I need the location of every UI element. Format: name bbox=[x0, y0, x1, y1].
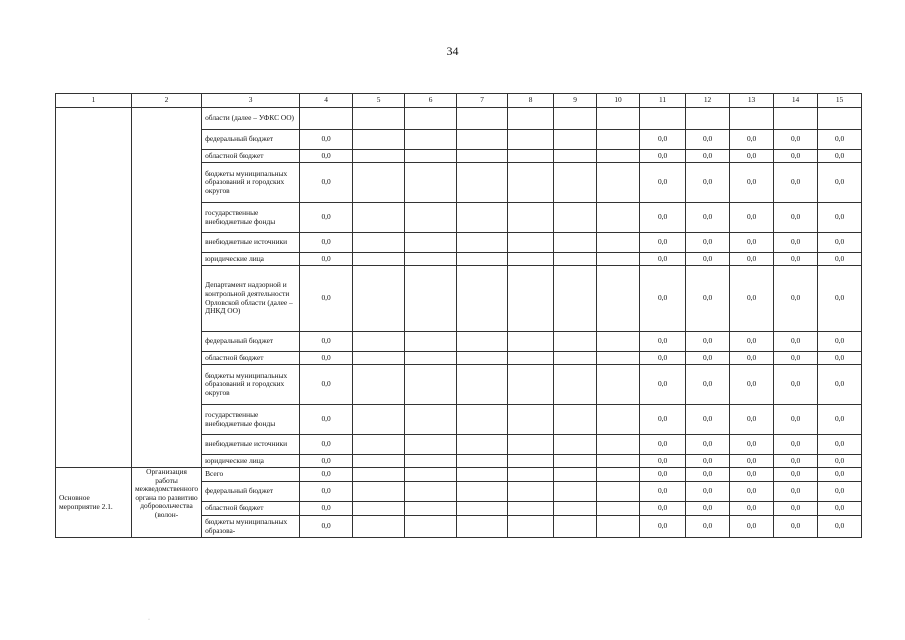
empty-cell-col5 bbox=[353, 482, 405, 502]
empty-cell-col7 bbox=[457, 332, 508, 352]
empty-cell-col10 bbox=[597, 150, 640, 163]
funding-source-label: Департамент надзорной и контрольной деятельности Орловской области (далее – ДНКД ОО) bbox=[202, 266, 300, 332]
empty-cell-col10 bbox=[597, 468, 640, 482]
empty-cell-col6 bbox=[405, 108, 457, 130]
empty-cell-col10 bbox=[597, 130, 640, 150]
value-cell-col4: 0,0 bbox=[300, 516, 353, 538]
value-cell-col12: 0,0 bbox=[686, 203, 730, 233]
value-cell-col14: 0,0 bbox=[774, 482, 818, 502]
funding-source-label: юридические лица bbox=[202, 455, 300, 468]
value-cell-col15: 0,0 bbox=[818, 266, 862, 332]
value-cell-col13: 0,0 bbox=[730, 233, 774, 253]
empty-cell-col6 bbox=[405, 516, 457, 538]
value-cell-col15: 0,0 bbox=[818, 150, 862, 163]
value-cell-col15: 0,0 bbox=[818, 332, 862, 352]
empty-cell-col9 bbox=[554, 516, 597, 538]
value-cell-col4: 0,0 bbox=[300, 332, 353, 352]
value-cell-col15: 0,0 bbox=[818, 455, 862, 468]
empty-cell-col7 bbox=[457, 266, 508, 332]
table-row bbox=[56, 468, 862, 482]
value-cell-col4: 0,0 bbox=[300, 405, 353, 435]
value-cell-col13: 0,0 bbox=[730, 516, 774, 538]
value-cell-col15: 0,0 bbox=[818, 502, 862, 516]
value-cell-col12: 0,0 bbox=[686, 502, 730, 516]
value-cell-col15: 0,0 bbox=[818, 163, 862, 203]
empty-cell-col7 bbox=[457, 365, 508, 405]
empty-cell-col7 bbox=[457, 163, 508, 203]
value-cell-col14: 0,0 bbox=[774, 405, 818, 435]
empty-cell-col7 bbox=[457, 352, 508, 365]
empty-cell-col10 bbox=[597, 482, 640, 502]
value-cell-col12: 0,0 bbox=[686, 435, 730, 455]
empty-cell-col9 bbox=[554, 163, 597, 203]
funding-source-label: государственные внебюджетные фонды bbox=[202, 203, 300, 233]
value-cell-col4: 0,0 bbox=[300, 163, 353, 203]
empty-cell-col9 bbox=[554, 233, 597, 253]
column-header-11: 11 bbox=[640, 94, 686, 108]
value-cell-col11: 0,0 bbox=[640, 482, 686, 502]
value-cell-col13: 0,0 bbox=[730, 203, 774, 233]
value-cell-col11: 0,0 bbox=[640, 266, 686, 332]
value-cell-col11: 0,0 bbox=[640, 150, 686, 163]
empty-cell-col8 bbox=[508, 435, 554, 455]
value-cell-col15: 0,0 bbox=[818, 233, 862, 253]
empty-cell-col6 bbox=[405, 435, 457, 455]
empty-cell-col5 bbox=[353, 516, 405, 538]
event-description: Организация работы межведомственного органа по развитию добровольчества (волон- bbox=[132, 468, 202, 538]
value-cell-col12: 0,0 bbox=[686, 150, 730, 163]
value-cell-col15: 0,0 bbox=[818, 435, 862, 455]
empty-cell-col6 bbox=[405, 266, 457, 332]
empty-cell-col10 bbox=[597, 163, 640, 203]
page-number: 34 bbox=[446, 44, 459, 58]
value-cell-col14: 0,0 bbox=[774, 516, 818, 538]
value-cell-col15: 0,0 bbox=[818, 405, 862, 435]
funding-source-label: Всего bbox=[202, 468, 300, 482]
value-cell-col12: 0,0 bbox=[686, 516, 730, 538]
empty-cell-col10 bbox=[597, 435, 640, 455]
empty-cell-col5 bbox=[353, 203, 405, 233]
empty-cell-col9 bbox=[554, 435, 597, 455]
empty-cell-col7 bbox=[457, 516, 508, 538]
empty-cell-col6 bbox=[405, 365, 457, 405]
empty-cell-col5 bbox=[353, 253, 405, 266]
funding-source-label: государственные внебюджетные фонды bbox=[202, 405, 300, 435]
empty-cell-col9 bbox=[554, 455, 597, 468]
empty-cell-col8 bbox=[508, 502, 554, 516]
empty-cell-col6 bbox=[405, 352, 457, 365]
empty-cell-col9 bbox=[554, 108, 597, 130]
column-header-8: 8 bbox=[508, 94, 554, 108]
column-header-12: 12 bbox=[686, 94, 730, 108]
empty-cell-col5 bbox=[353, 365, 405, 405]
value-cell-col4 bbox=[300, 108, 353, 130]
value-cell-col4: 0,0 bbox=[300, 435, 353, 455]
empty-cell-col6 bbox=[405, 233, 457, 253]
empty-cell-col6 bbox=[405, 130, 457, 150]
value-cell-col13: 0,0 bbox=[730, 253, 774, 266]
empty-cell-col6 bbox=[405, 332, 457, 352]
value-cell-col4: 0,0 bbox=[300, 365, 353, 405]
column-header-2: 2 bbox=[132, 94, 202, 108]
value-cell-col13: 0,0 bbox=[730, 150, 774, 163]
funding-source-label: федеральный бюджет bbox=[202, 130, 300, 150]
value-cell-col13: 0,0 bbox=[730, 352, 774, 365]
empty-cell-col9 bbox=[554, 482, 597, 502]
value-cell-col14 bbox=[774, 108, 818, 130]
empty-cell-col9 bbox=[554, 203, 597, 233]
value-cell-col12: 0,0 bbox=[686, 352, 730, 365]
value-cell-col15: 0,0 bbox=[818, 468, 862, 482]
value-cell-col14: 0,0 bbox=[774, 332, 818, 352]
empty-cell-col8 bbox=[508, 253, 554, 266]
empty-cell-col5 bbox=[353, 435, 405, 455]
funding-source-label: внебюджетные источники bbox=[202, 233, 300, 253]
empty-cell-col10 bbox=[597, 405, 640, 435]
value-cell-col12 bbox=[686, 108, 730, 130]
empty-cell-col7 bbox=[457, 468, 508, 482]
empty-cell-col9 bbox=[554, 130, 597, 150]
value-cell-col13 bbox=[730, 108, 774, 130]
funding-source-label: юридические лица bbox=[202, 253, 300, 266]
empty-cell-col5 bbox=[353, 468, 405, 482]
value-cell-col14: 0,0 bbox=[774, 352, 818, 365]
empty-cell-col6 bbox=[405, 502, 457, 516]
funding-source-label: федеральный бюджет bbox=[202, 482, 300, 502]
empty-cell-col5 bbox=[353, 108, 405, 130]
empty-cell-col6 bbox=[405, 163, 457, 203]
empty-cell-col7 bbox=[457, 482, 508, 502]
empty-cell-col8 bbox=[508, 266, 554, 332]
value-cell-col12: 0,0 bbox=[686, 266, 730, 332]
value-cell-col12: 0,0 bbox=[686, 405, 730, 435]
value-cell-col15: 0,0 bbox=[818, 253, 862, 266]
column-header-6: 6 bbox=[405, 94, 457, 108]
empty-cell-col10 bbox=[597, 502, 640, 516]
value-cell-col14: 0,0 bbox=[774, 233, 818, 253]
value-cell-col14: 0,0 bbox=[774, 435, 818, 455]
empty-cell-col7 bbox=[457, 150, 508, 163]
value-cell-col13: 0,0 bbox=[730, 468, 774, 482]
empty-cell-col5 bbox=[353, 332, 405, 352]
empty-cell-col7 bbox=[457, 455, 508, 468]
value-cell-col12: 0,0 bbox=[686, 130, 730, 150]
value-cell-col11: 0,0 bbox=[640, 455, 686, 468]
empty-cell-col7 bbox=[457, 405, 508, 435]
empty-cell-col8 bbox=[508, 455, 554, 468]
value-cell-col13: 0,0 bbox=[730, 482, 774, 502]
value-cell-col12: 0,0 bbox=[686, 332, 730, 352]
scan-mark: · bbox=[148, 617, 150, 623]
event-title: Основное мероприятие 2.1. bbox=[56, 468, 132, 538]
empty-cell-col9 bbox=[554, 502, 597, 516]
empty-cell-col8 bbox=[508, 163, 554, 203]
value-cell-col14: 0,0 bbox=[774, 365, 818, 405]
value-cell-col14: 0,0 bbox=[774, 203, 818, 233]
empty-cell-col8 bbox=[508, 332, 554, 352]
value-cell-col11: 0,0 bbox=[640, 405, 686, 435]
column-header-4: 4 bbox=[300, 94, 353, 108]
empty-cell-col6 bbox=[405, 150, 457, 163]
value-cell-col4: 0,0 bbox=[300, 150, 353, 163]
funding-source-label: областной бюджет bbox=[202, 150, 300, 163]
value-cell-col15: 0,0 bbox=[818, 365, 862, 405]
empty-cell-col8 bbox=[508, 482, 554, 502]
funding-source-label: бюджеты муниципальных образова- bbox=[202, 516, 300, 538]
value-cell-col11: 0,0 bbox=[640, 516, 686, 538]
empty-cell-col9 bbox=[554, 332, 597, 352]
value-cell-col15: 0,0 bbox=[818, 516, 862, 538]
funding-source-label: бюджеты муниципальных образований и городских округов bbox=[202, 163, 300, 203]
cell-col1-continued bbox=[56, 108, 132, 468]
funding-source-label: областной бюджет bbox=[202, 352, 300, 365]
column-header-13: 13 bbox=[730, 94, 774, 108]
value-cell-col14: 0,0 bbox=[774, 150, 818, 163]
value-cell-col4: 0,0 bbox=[300, 455, 353, 468]
value-cell-col15: 0,0 bbox=[818, 482, 862, 502]
value-cell-col4: 0,0 bbox=[300, 130, 353, 150]
value-cell-col4: 0,0 bbox=[300, 266, 353, 332]
empty-cell-col5 bbox=[353, 502, 405, 516]
value-cell-col11: 0,0 bbox=[640, 352, 686, 365]
column-header-10: 10 bbox=[597, 94, 640, 108]
table-row bbox=[56, 108, 862, 130]
empty-cell-col6 bbox=[405, 253, 457, 266]
column-header-5: 5 bbox=[353, 94, 405, 108]
value-cell-col15: 0,0 bbox=[818, 203, 862, 233]
value-cell-col4: 0,0 bbox=[300, 352, 353, 365]
value-cell-col11: 0,0 bbox=[640, 253, 686, 266]
value-cell-col14: 0,0 bbox=[774, 253, 818, 266]
value-cell-col14: 0,0 bbox=[774, 266, 818, 332]
value-cell-col14: 0,0 bbox=[774, 502, 818, 516]
empty-cell-col7 bbox=[457, 233, 508, 253]
value-cell-col14: 0,0 bbox=[774, 163, 818, 203]
empty-cell-col8 bbox=[508, 405, 554, 435]
empty-cell-col5 bbox=[353, 163, 405, 203]
funding-source-label: федеральный бюджет bbox=[202, 332, 300, 352]
value-cell-col11: 0,0 bbox=[640, 365, 686, 405]
value-cell-col14: 0,0 bbox=[774, 455, 818, 468]
empty-cell-col7 bbox=[457, 108, 508, 130]
value-cell-col13: 0,0 bbox=[730, 332, 774, 352]
empty-cell-col10 bbox=[597, 203, 640, 233]
value-cell-col11: 0,0 bbox=[640, 468, 686, 482]
value-cell-col15 bbox=[818, 108, 862, 130]
empty-cell-col7 bbox=[457, 502, 508, 516]
value-cell-col11 bbox=[640, 108, 686, 130]
empty-cell-col9 bbox=[554, 468, 597, 482]
value-cell-col11: 0,0 bbox=[640, 130, 686, 150]
empty-cell-col7 bbox=[457, 435, 508, 455]
table-body bbox=[56, 94, 862, 538]
empty-cell-col9 bbox=[554, 405, 597, 435]
value-cell-col14: 0,0 bbox=[774, 130, 818, 150]
value-cell-col11: 0,0 bbox=[640, 502, 686, 516]
funding-source-label: области (далее – УФКС ОО) bbox=[202, 108, 300, 130]
value-cell-col4: 0,0 bbox=[300, 502, 353, 516]
empty-cell-col8 bbox=[508, 203, 554, 233]
value-cell-col4: 0,0 bbox=[300, 203, 353, 233]
column-header-1: 1 bbox=[56, 94, 132, 108]
empty-cell-col10 bbox=[597, 266, 640, 332]
empty-cell-col9 bbox=[554, 150, 597, 163]
value-cell-col13: 0,0 bbox=[730, 163, 774, 203]
value-cell-col12: 0,0 bbox=[686, 468, 730, 482]
empty-cell-col6 bbox=[405, 468, 457, 482]
empty-cell-col8 bbox=[508, 108, 554, 130]
column-header-3: 3 bbox=[202, 94, 300, 108]
empty-cell-col10 bbox=[597, 455, 640, 468]
value-cell-col4: 0,0 bbox=[300, 253, 353, 266]
value-cell-col12: 0,0 bbox=[686, 365, 730, 405]
value-cell-col12: 0,0 bbox=[686, 253, 730, 266]
value-cell-col15: 0,0 bbox=[818, 130, 862, 150]
value-cell-col14: 0,0 bbox=[774, 468, 818, 482]
empty-cell-col10 bbox=[597, 352, 640, 365]
funding-source-label: внебюджетные источники bbox=[202, 435, 300, 455]
empty-cell-col5 bbox=[353, 233, 405, 253]
empty-cell-col5 bbox=[353, 150, 405, 163]
empty-cell-col9 bbox=[554, 352, 597, 365]
value-cell-col4: 0,0 bbox=[300, 482, 353, 502]
empty-cell-col5 bbox=[353, 455, 405, 468]
value-cell-col12: 0,0 bbox=[686, 482, 730, 502]
value-cell-col4: 0,0 bbox=[300, 233, 353, 253]
value-cell-col13: 0,0 bbox=[730, 365, 774, 405]
value-cell-col13: 0,0 bbox=[730, 266, 774, 332]
funding-source-label: областной бюджет bbox=[202, 502, 300, 516]
value-cell-col12: 0,0 bbox=[686, 233, 730, 253]
empty-cell-col5 bbox=[353, 405, 405, 435]
empty-cell-col5 bbox=[353, 266, 405, 332]
empty-cell-col8 bbox=[508, 516, 554, 538]
value-cell-col13: 0,0 bbox=[730, 435, 774, 455]
value-cell-col11: 0,0 bbox=[640, 435, 686, 455]
cell-col2-continued bbox=[132, 108, 202, 468]
empty-cell-col6 bbox=[405, 405, 457, 435]
empty-cell-col8 bbox=[508, 233, 554, 253]
empty-cell-col7 bbox=[457, 203, 508, 233]
value-cell-col11: 0,0 bbox=[640, 203, 686, 233]
value-cell-col12: 0,0 bbox=[686, 163, 730, 203]
empty-cell-col9 bbox=[554, 253, 597, 266]
column-number-row bbox=[56, 94, 862, 108]
column-header-7: 7 bbox=[457, 94, 508, 108]
empty-cell-col10 bbox=[597, 233, 640, 253]
empty-cell-col10 bbox=[597, 253, 640, 266]
empty-cell-col6 bbox=[405, 482, 457, 502]
empty-cell-col8 bbox=[508, 365, 554, 405]
empty-cell-col6 bbox=[405, 455, 457, 468]
funding-source-label: бюджеты муниципальных образований и городских округов bbox=[202, 365, 300, 405]
value-cell-col12: 0,0 bbox=[686, 455, 730, 468]
empty-cell-col8 bbox=[508, 130, 554, 150]
value-cell-col4: 0,0 bbox=[300, 468, 353, 482]
empty-cell-col9 bbox=[554, 266, 597, 332]
value-cell-col15: 0,0 bbox=[818, 352, 862, 365]
column-header-15: 15 bbox=[818, 94, 862, 108]
empty-cell-col9 bbox=[554, 365, 597, 405]
empty-cell-col5 bbox=[353, 130, 405, 150]
column-header-14: 14 bbox=[774, 94, 818, 108]
empty-cell-col7 bbox=[457, 253, 508, 266]
value-cell-col11: 0,0 bbox=[640, 163, 686, 203]
empty-cell-col10 bbox=[597, 365, 640, 405]
budget-table bbox=[55, 93, 862, 538]
value-cell-col13: 0,0 bbox=[730, 502, 774, 516]
value-cell-col11: 0,0 bbox=[640, 332, 686, 352]
empty-cell-col10 bbox=[597, 332, 640, 352]
value-cell-col11: 0,0 bbox=[640, 233, 686, 253]
value-cell-col13: 0,0 bbox=[730, 130, 774, 150]
empty-cell-col7 bbox=[457, 130, 508, 150]
empty-cell-col10 bbox=[597, 108, 640, 130]
column-header-9: 9 bbox=[554, 94, 597, 108]
empty-cell-col8 bbox=[508, 352, 554, 365]
value-cell-col13: 0,0 bbox=[730, 405, 774, 435]
value-cell-col13: 0,0 bbox=[730, 455, 774, 468]
empty-cell-col5 bbox=[353, 352, 405, 365]
empty-cell-col8 bbox=[508, 468, 554, 482]
empty-cell-col10 bbox=[597, 516, 640, 538]
empty-cell-col8 bbox=[508, 150, 554, 163]
empty-cell-col6 bbox=[405, 203, 457, 233]
